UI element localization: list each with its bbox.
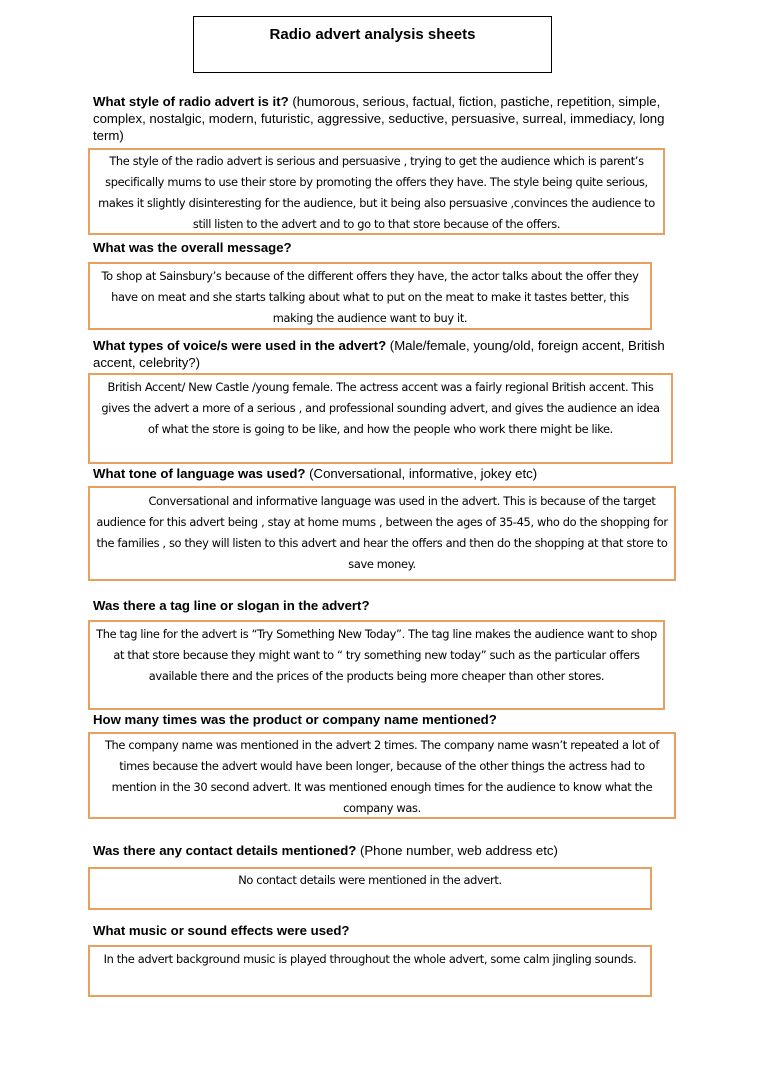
- question-voices: [93, 337, 673, 371]
- question-hint: (humorous, serious, factual, fiction, pastiche, repetition, simple, complex, nostalgic, modern, futuristic, aggressive, seductive, persuasive, surreal, immediacy, long term): [93, 94, 665, 143]
- question-text: What types of voice/s were used in the advert?: [93, 338, 387, 353]
- question-style: [93, 93, 673, 144]
- answer-box-music[interactable]: [88, 945, 652, 997]
- question-text: What style of radio advert is it?: [93, 94, 289, 109]
- question-music: [93, 922, 673, 939]
- question-text: How many times was the product or company name mentioned?: [93, 712, 497, 727]
- answer-box-tagline[interactable]: [88, 620, 665, 710]
- answer-box-overall-message[interactable]: [88, 262, 652, 330]
- question-text: Was there any contact details mentioned?: [93, 843, 357, 858]
- answer-text: The style of the radio advert is serious and persuasive , trying to get the audience which is parent’s specifically mums to use their store by promoting the offers they have. The style being quite serious, makes it slightly disinteresting for the audience, but it being also persuasive ,convinces the audience to still listen to the advert and to go to that store because of the offers.: [98, 154, 655, 231]
- answer-text: To shop at Sainsbury’s because of the different offers they have, the actor talks about the offer they have on meat and she starts talking about what to put on the meat to make it tastes better, this making the audience want to buy it.: [101, 269, 639, 325]
- question-text: What was the overall message?: [93, 240, 292, 255]
- question-hint: (Male/female, young/old, foreign accent, British accent, celebrity?): [93, 338, 665, 370]
- answer-text: British Accent/ New Castle /young female. The actress accent was a fairly regional British accent. This gives the advert a more of a serious , and professional sounding advert, and gives the audience an idea of what the store is going to be like, and how the people who work there might be like.: [101, 380, 660, 436]
- question-name-mentions: [93, 711, 673, 728]
- answer-box-contact-details[interactable]: [88, 867, 652, 910]
- answer-text: No contact details were mentioned in the advert.: [238, 873, 502, 887]
- question-overall-message: [93, 239, 673, 256]
- question-text: Was there a tag line or slogan in the advert?: [93, 598, 370, 613]
- question-hint: (Conversational, informative, jokey etc): [305, 466, 538, 481]
- question-text: What music or sound effects were used?: [93, 923, 350, 938]
- answer-box-name-mentions[interactable]: [88, 732, 676, 819]
- question-tagline: [93, 597, 673, 614]
- answer-box-voices[interactable]: [88, 373, 673, 464]
- answer-text: The company name was mentioned in the advert 2 times. The company name wasn’t repeated a lot of times because the advert would have been longer, because of the other things the actress had to mention in the 30 second advert. It was mentioned enough times for the audience to know what the company was.: [104, 738, 660, 815]
- question-text: What tone of language was used?: [93, 466, 306, 481]
- question-tone: [93, 465, 673, 482]
- answer-box-tone[interactable]: [88, 486, 676, 581]
- document-title-text: Radio advert analysis sheets: [269, 26, 476, 43]
- answer-text: In the advert background music is played throughout the whole advert, some calm jingling sounds.: [103, 952, 637, 966]
- document-title: [193, 16, 552, 73]
- question-hint: (Phone number, web address etc): [356, 843, 558, 858]
- answer-text: Conversational and informative language was used in the advert. This is because of the target audience for this advert being , stay at home mums , between the ages of 35-45, who do the shopping for the families , so they will listen to this advert and hear the offers and then do the shopping at that store to save money.: [96, 494, 668, 571]
- answer-text: The tag line for the advert is “Try Something New Today”. The tag line makes the audience want to shop at that store because they might want to “ try something new today” such as the particular offers available there and the prices of the products being more cheaper than other stores.: [96, 627, 657, 683]
- question-contact-details: [93, 842, 673, 859]
- answer-box-style[interactable]: [88, 148, 665, 235]
